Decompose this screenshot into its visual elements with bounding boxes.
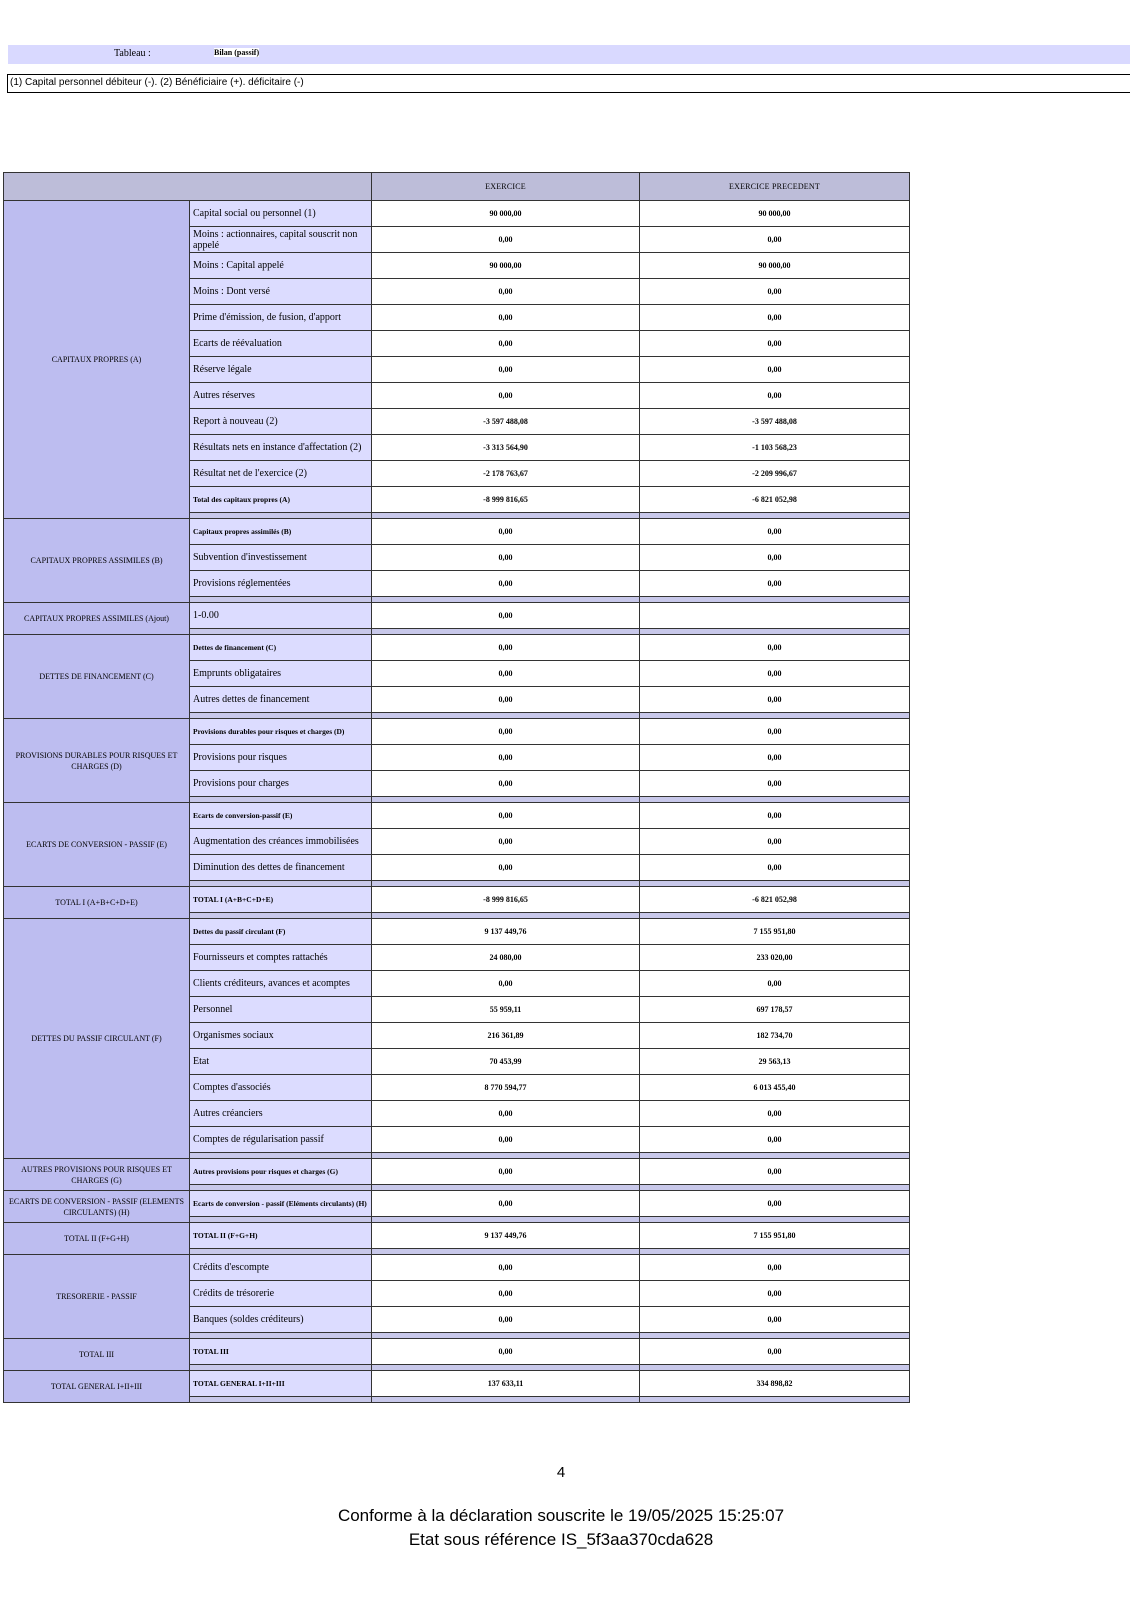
section-title: CAPITAUX PROPRES ASSIMILES (B) xyxy=(4,519,190,603)
row-label: Comptes de régularisation passif xyxy=(190,1127,372,1153)
value-exercice-precedent: 0,00 xyxy=(640,635,910,661)
row-label: Ecarts de réévaluation xyxy=(190,331,372,357)
value-exercice: 90 000,00 xyxy=(372,253,640,279)
separator-cell xyxy=(640,1397,910,1403)
value-exercice: 0,00 xyxy=(372,661,640,687)
balance-sheet-table xyxy=(3,172,910,1403)
value-exercice: 90 000,00 xyxy=(372,201,640,227)
row-label: Subvention d'investissement xyxy=(190,545,372,571)
value-exercice: 0,00 xyxy=(372,1281,640,1307)
section-title: DETTES DU PASSIF CIRCULANT (F) xyxy=(4,919,190,1159)
value-exercice-precedent: 0,00 xyxy=(640,1159,910,1185)
value-exercice: 9 137 449,76 xyxy=(372,1223,640,1249)
row-label: TOTAL III xyxy=(190,1339,372,1365)
value-exercice-precedent: 182 734,70 xyxy=(640,1023,910,1049)
row-label: Provisions réglementées xyxy=(190,571,372,597)
value-exercice-precedent: 0,00 xyxy=(640,745,910,771)
value-exercice-precedent: 0,00 xyxy=(640,1339,910,1365)
row-label: Organismes sociaux xyxy=(190,1023,372,1049)
value-exercice-precedent xyxy=(640,603,910,629)
section-title: TOTAL I (A+B+C+D+E) xyxy=(4,887,190,919)
value-exercice: -3 313 564,90 xyxy=(372,435,640,461)
value-exercice-precedent: 0,00 xyxy=(640,383,910,409)
value-exercice: 0,00 xyxy=(372,279,640,305)
separator-cell xyxy=(372,1397,640,1403)
row-label: Capitaux propres assimilés (B) xyxy=(190,519,372,545)
row-label: Augmentation des créances immobilisées xyxy=(190,829,372,855)
footer-conformity-line: Conforme à la déclaration souscrite le 19/05/2025 15:25:07 xyxy=(337,1506,785,1525)
value-exercice: 0,00 xyxy=(372,571,640,597)
row-label: Autres dettes de financement xyxy=(190,687,372,713)
table-row xyxy=(4,1255,910,1281)
section-title: ECARTS DE CONVERSION - PASSIF (E) xyxy=(4,803,190,887)
section-title: CAPITAUX PROPRES (A) xyxy=(4,201,190,519)
page-number: 4 xyxy=(556,1464,566,1481)
value-exercice-precedent: 0,00 xyxy=(640,1307,910,1333)
value-exercice-precedent: 0,00 xyxy=(640,687,910,713)
value-exercice-precedent: -6 821 052,98 xyxy=(640,487,910,513)
value-exercice: 8 770 594,77 xyxy=(372,1075,640,1101)
value-exercice: 0,00 xyxy=(372,771,640,797)
value-exercice-precedent: 0,00 xyxy=(640,803,910,829)
value-exercice: 0,00 xyxy=(372,687,640,713)
footer xyxy=(0,1504,1122,1552)
value-exercice: 9 137 449,76 xyxy=(372,919,640,945)
row-label: Crédits d'escompte xyxy=(190,1255,372,1281)
value-exercice-precedent: 0,00 xyxy=(640,661,910,687)
value-exercice: -2 178 763,67 xyxy=(372,461,640,487)
value-exercice: 0,00 xyxy=(372,829,640,855)
section-title: TRESORERIE - PASSIF xyxy=(4,1255,190,1339)
row-label: Provisions pour risques xyxy=(190,745,372,771)
row-label: Moins : actionnaires, capital souscrit non appelé xyxy=(190,227,372,253)
row-label: Personnel xyxy=(190,997,372,1023)
value-exercice: 137 633,11 xyxy=(372,1371,640,1397)
table-title-label: Tableau : xyxy=(114,48,151,59)
value-exercice-precedent: 0,00 xyxy=(640,1101,910,1127)
value-exercice: 0,00 xyxy=(372,719,640,745)
value-exercice: 0,00 xyxy=(372,331,640,357)
table-header-row xyxy=(4,173,910,201)
value-exercice: 0,00 xyxy=(372,603,640,629)
section-title: TOTAL GENERAL I+II+III xyxy=(4,1371,190,1403)
row-label: TOTAL II (F+G+H) xyxy=(190,1223,372,1249)
row-label: Emprunts obligataires xyxy=(190,661,372,687)
value-exercice-precedent: -6 821 052,98 xyxy=(640,887,910,913)
row-label: Banques (soldes créditeurs) xyxy=(190,1307,372,1333)
row-label: Clients créditeurs, avances et acomptes xyxy=(190,971,372,997)
row-label: TOTAL GENERAL I+II+III xyxy=(190,1371,372,1397)
value-exercice-precedent: 0,00 xyxy=(640,227,910,253)
value-exercice-precedent: 0,00 xyxy=(640,571,910,597)
row-label: Réserve légale xyxy=(190,357,372,383)
row-label: Provisions pour charges xyxy=(190,771,372,797)
row-label: Moins : Capital appelé xyxy=(190,253,372,279)
value-exercice: 0,00 xyxy=(372,803,640,829)
value-exercice: 0,00 xyxy=(372,227,640,253)
table-row xyxy=(4,603,910,629)
value-exercice: 0,00 xyxy=(372,971,640,997)
value-exercice-precedent: 0,00 xyxy=(640,357,910,383)
separator-cell xyxy=(190,1397,372,1403)
value-exercice-precedent: 0,00 xyxy=(640,719,910,745)
table-row xyxy=(4,635,910,661)
value-exercice-precedent: -2 209 996,67 xyxy=(640,461,910,487)
value-exercice-precedent: 0,00 xyxy=(640,279,910,305)
section-title: TOTAL III xyxy=(4,1339,190,1371)
value-exercice-precedent: 0,00 xyxy=(640,1191,910,1217)
table-row xyxy=(4,519,910,545)
value-exercice-precedent: 0,00 xyxy=(640,545,910,571)
table-row xyxy=(4,201,910,227)
value-exercice: 0,00 xyxy=(372,1307,640,1333)
table-row xyxy=(4,1223,910,1249)
row-label: Autres provisions pour risques et charges (G) xyxy=(190,1159,372,1185)
header-blank-cell xyxy=(4,173,372,201)
row-label: Comptes d'associés xyxy=(190,1075,372,1101)
row-label: Fournisseurs et comptes rattachés xyxy=(190,945,372,971)
value-exercice-precedent: 29 563,13 xyxy=(640,1049,910,1075)
row-label: Résultats nets en instance d'affectation (2) xyxy=(190,435,372,461)
value-exercice-precedent: 233 020,00 xyxy=(640,945,910,971)
value-exercice: 0,00 xyxy=(372,1127,640,1153)
row-label: Crédits de trésorerie xyxy=(190,1281,372,1307)
section-title: AUTRES PROVISIONS POUR RISQUES ET CHARGES (G) xyxy=(4,1159,190,1191)
table-row xyxy=(4,1339,910,1365)
section-title: PROVISIONS DURABLES POUR RISQUES ET CHARGES (D) xyxy=(4,719,190,803)
value-exercice-precedent: 334 898,82 xyxy=(640,1371,910,1397)
section-title: CAPITAUX PROPRES ASSIMILES (Ajout) xyxy=(4,603,190,635)
value-exercice: 216 361,89 xyxy=(372,1023,640,1049)
row-label: TOTAL I (A+B+C+D+E) xyxy=(190,887,372,913)
row-label: Prime d'émission, de fusion, d'apport xyxy=(190,305,372,331)
value-exercice: 0,00 xyxy=(372,1191,640,1217)
value-exercice: -3 597 488,08 xyxy=(372,409,640,435)
table-row xyxy=(4,1159,910,1185)
row-label: Total des capitaux propres (A) xyxy=(190,487,372,513)
row-label: Etat xyxy=(190,1049,372,1075)
value-exercice-precedent: 0,00 xyxy=(640,1127,910,1153)
value-exercice: 0,00 xyxy=(372,635,640,661)
row-label: Report à nouveau (2) xyxy=(190,409,372,435)
value-exercice: 0,00 xyxy=(372,305,640,331)
value-exercice: 0,00 xyxy=(372,519,640,545)
value-exercice: -8 999 816,65 xyxy=(372,487,640,513)
row-label: 1-0.00 xyxy=(190,603,372,629)
table-row xyxy=(4,719,910,745)
value-exercice-precedent: 0,00 xyxy=(640,1255,910,1281)
value-exercice: 0,00 xyxy=(372,545,640,571)
value-exercice-precedent: 90 000,00 xyxy=(640,253,910,279)
column-header-exercice-precedent: EXERCICE PRECEDENT xyxy=(640,173,910,201)
value-exercice: 0,00 xyxy=(372,383,640,409)
row-label: Dettes du passif circulant (F) xyxy=(190,919,372,945)
row-label: Résultat net de l'exercice (2) xyxy=(190,461,372,487)
value-exercice-precedent: 7 155 951,80 xyxy=(640,1223,910,1249)
footer-reference-line: Etat sous référence IS_5f3aa370cda628 xyxy=(408,1530,714,1549)
value-exercice-precedent: 6 013 455,40 xyxy=(640,1075,910,1101)
value-exercice-precedent: 697 178,57 xyxy=(640,997,910,1023)
row-label: Autres réserves xyxy=(190,383,372,409)
value-exercice: 0,00 xyxy=(372,1159,640,1185)
row-label: Moins : Dont versé xyxy=(190,279,372,305)
table-title-bar xyxy=(8,45,1130,64)
value-exercice: 0,00 xyxy=(372,1339,640,1365)
footnote-box: (1) Capital personnel débiteur (-). (2) Bénéficiaire (+). déficitaire (-) xyxy=(7,74,1130,93)
value-exercice-precedent: 0,00 xyxy=(640,971,910,997)
column-header-exercice: EXERCICE xyxy=(372,173,640,201)
value-exercice: -8 999 816,65 xyxy=(372,887,640,913)
row-label: Autres créanciers xyxy=(190,1101,372,1127)
section-title: DETTES DE FINANCEMENT (C) xyxy=(4,635,190,719)
table-row xyxy=(4,919,910,945)
table-title-value: Bilan (passif) xyxy=(214,48,260,57)
value-exercice-precedent: 0,00 xyxy=(640,855,910,881)
table-row xyxy=(4,887,910,913)
section-title: ECARTS DE CONVERSION - PASSIF (ELEMENTS CIRCULANTS) (H) xyxy=(4,1191,190,1223)
section-title: TOTAL II (F+G+H) xyxy=(4,1223,190,1255)
value-exercice: 0,00 xyxy=(372,1255,640,1281)
value-exercice-precedent: 90 000,00 xyxy=(640,201,910,227)
value-exercice-precedent: 0,00 xyxy=(640,331,910,357)
value-exercice-precedent: 7 155 951,80 xyxy=(640,919,910,945)
value-exercice: 0,00 xyxy=(372,1101,640,1127)
row-label: Capital social ou personnel (1) xyxy=(190,201,372,227)
row-label: Provisions durables pour risques et charges (D) xyxy=(190,719,372,745)
value-exercice-precedent: 0,00 xyxy=(640,829,910,855)
value-exercice: 0,00 xyxy=(372,745,640,771)
row-label: Ecarts de conversion - passif (Eléments circulants) (H) xyxy=(190,1191,372,1217)
table-row xyxy=(4,1191,910,1217)
table-row xyxy=(4,1371,910,1397)
row-label: Ecarts de conversion-passif (E) xyxy=(190,803,372,829)
value-exercice-precedent: -1 103 568,23 xyxy=(640,435,910,461)
value-exercice: 55 959,11 xyxy=(372,997,640,1023)
table-row xyxy=(4,803,910,829)
value-exercice-precedent: 0,00 xyxy=(640,305,910,331)
row-label: Diminution des dettes de financement xyxy=(190,855,372,881)
value-exercice-precedent: -3 597 488,08 xyxy=(640,409,910,435)
value-exercice-precedent: 0,00 xyxy=(640,1281,910,1307)
value-exercice: 0,00 xyxy=(372,357,640,383)
value-exercice: 0,00 xyxy=(372,855,640,881)
value-exercice-precedent: 0,00 xyxy=(640,771,910,797)
value-exercice-precedent: 0,00 xyxy=(640,519,910,545)
value-exercice: 70 453,99 xyxy=(372,1049,640,1075)
row-label: Dettes de financement (C) xyxy=(190,635,372,661)
value-exercice: 24 080,00 xyxy=(372,945,640,971)
